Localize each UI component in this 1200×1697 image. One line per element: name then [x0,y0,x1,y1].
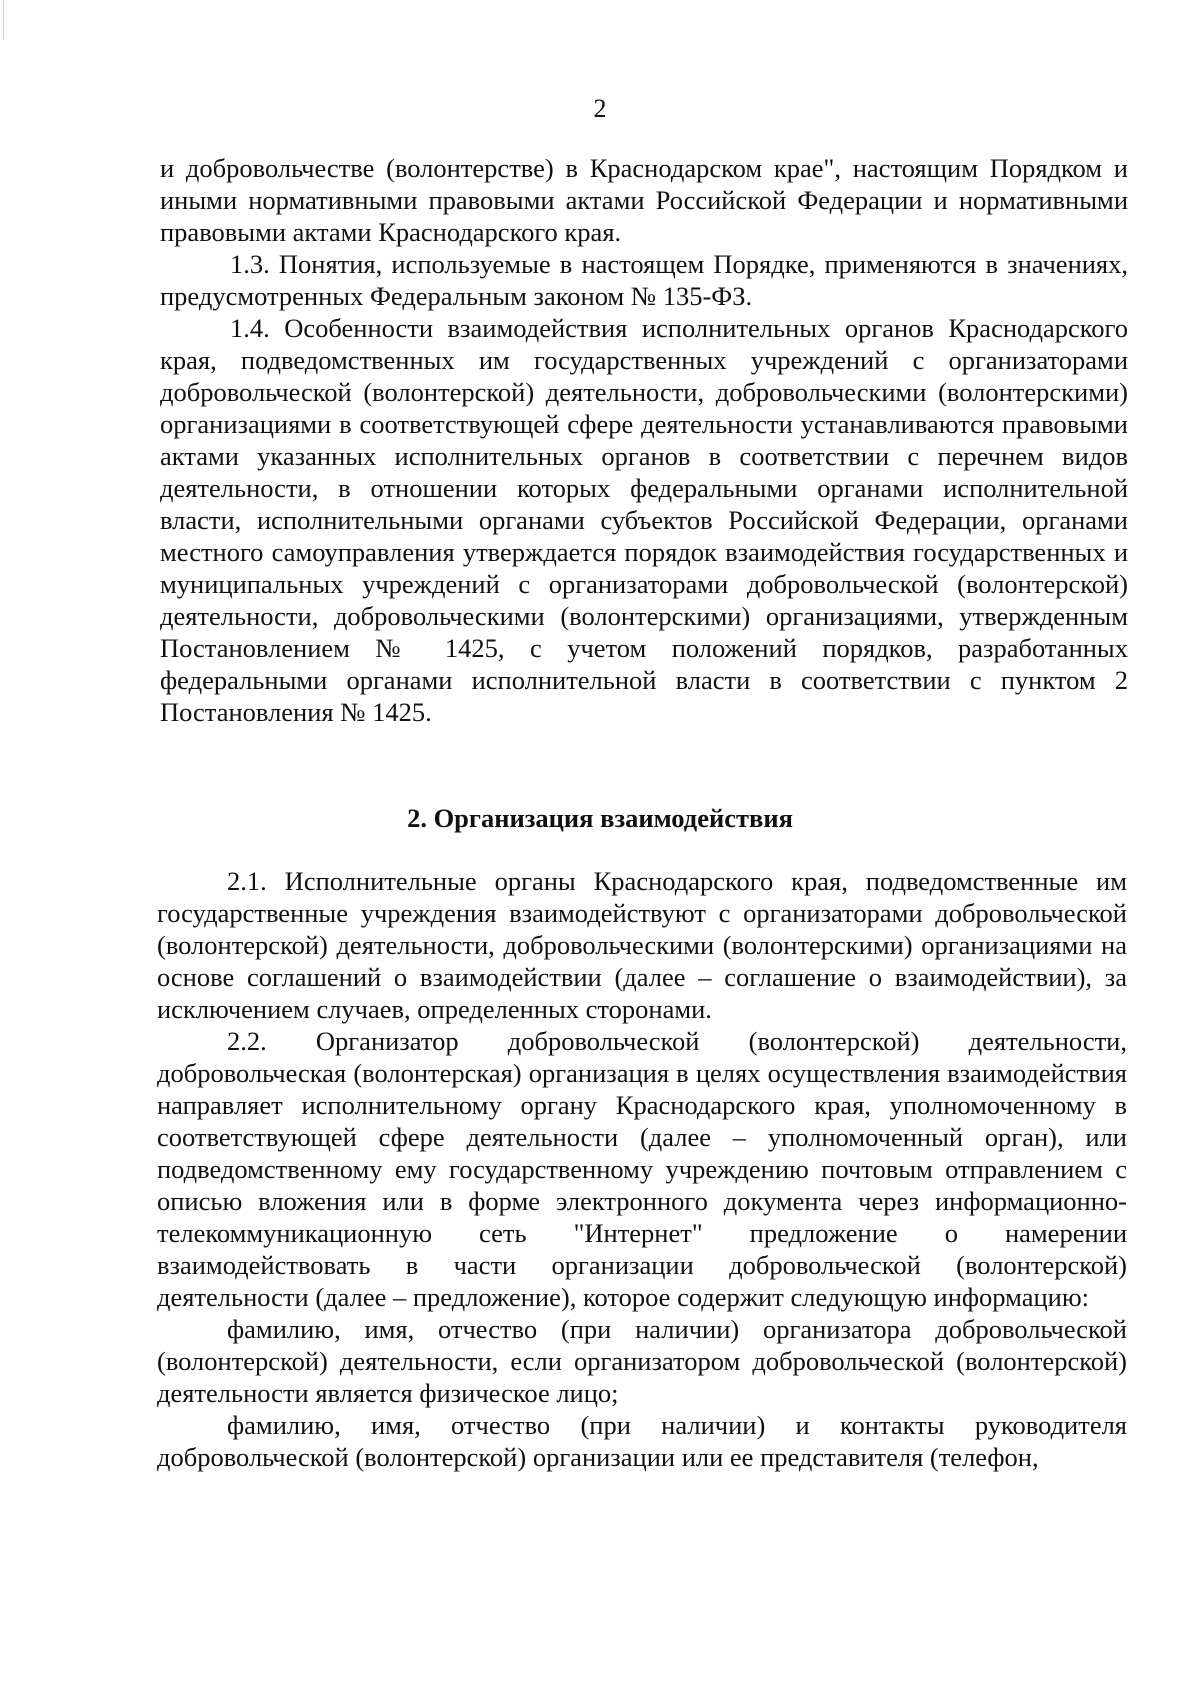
paragraph-list-item-organizer: фамилию, имя, отчество (при наличии) организатора добровольческой (волонтерской) деятельности, если организатором добровольческой (волонтерской) деятельности является физическое лицо; [157,1314,1127,1408]
paragraph-2-2: 2.2. Организатор добровольческой (волонтерской) деятельности, добровольческая (волонтерская) организация в целях осуществления взаимодействия направляет исполнительному органу Краснодарского края, уполномоченному в соответствующей сфере деятельности (далее – уполномоченный орган), или подведомственному ему государственному учреждению почтовым отправлением с описью вложения или в форме электронного документа через информационно-телекоммуникационную сеть "Интернет" предложение о намерении взаимодействовать в части организации добровольческой (волонтерской) деятельности (далее – предложение), которое содержит следующую информацию: [157,1026,1127,1312]
section-2-body [157,865,1127,1473]
page-number: 2 [593,94,607,123]
paragraph-list-item-leader: фамилию, имя, отчество (при наличии) и контакты руководителя добровольческой (волонтерской) организации или ее представителя (телефон, [157,1410,1127,1472]
paragraph-1-3: 1.3. Понятия, используемые в настоящем Порядке, применяются в значениях, предусмотренных Федеральным законом № 135-ФЗ. [160,249,1128,311]
paragraph-continuation: и добровольчестве (волонтерстве) в Краснодарском крае", настоящим Порядком и иными нормативными правовыми актами Российской Федерации и нормативными правовыми актами Краснодарского края. [160,153,1128,247]
paragraph-2-1: 2.1. Исполнительные органы Краснодарского края, подведомственные им государственные учреждения взаимодействуют с организаторами добровольческой (волонтерской) деятельности, добровольческими (волонтерскими) организациями на основе соглашений о взаимодействии (далее – соглашение о взаимодействии), за исключением случаев, определенных сторонами. [157,866,1127,1024]
section-1-continuation [160,152,1128,728]
paragraph-1-4: 1.4. Особенности взаимодействия исполнительных органов Краснодарского края, подведомственных им государственных учреждений с организаторами добровольческой (волонтерской) деятельности, добровольческими (волонтерскими) организациями в соответствующей сфере деятельности устанавливаются правовыми актами указанных исполнительных органов в соответствии с перечнем видов деятельности, в отношении которых федеральными органами исполнительной власти, исполнительными органами субъектов Российской Федерации, органами местного самоуправления утверждается порядок взаимодействия государственных и муниципальных учреждений с организаторами добровольческой (волонтерской) деятельности, добровольческими (волонтерскими) организациями, утвержденным Постановлением № 1425, с учетом положений порядков, разработанных федеральными органами исполнительной власти в соответствии с пунктом 2 Постановления № 1425. [160,313,1128,727]
scan-edge-mark [3,0,4,40]
section-2-heading: 2. Организация взаимодействия [407,803,793,833]
